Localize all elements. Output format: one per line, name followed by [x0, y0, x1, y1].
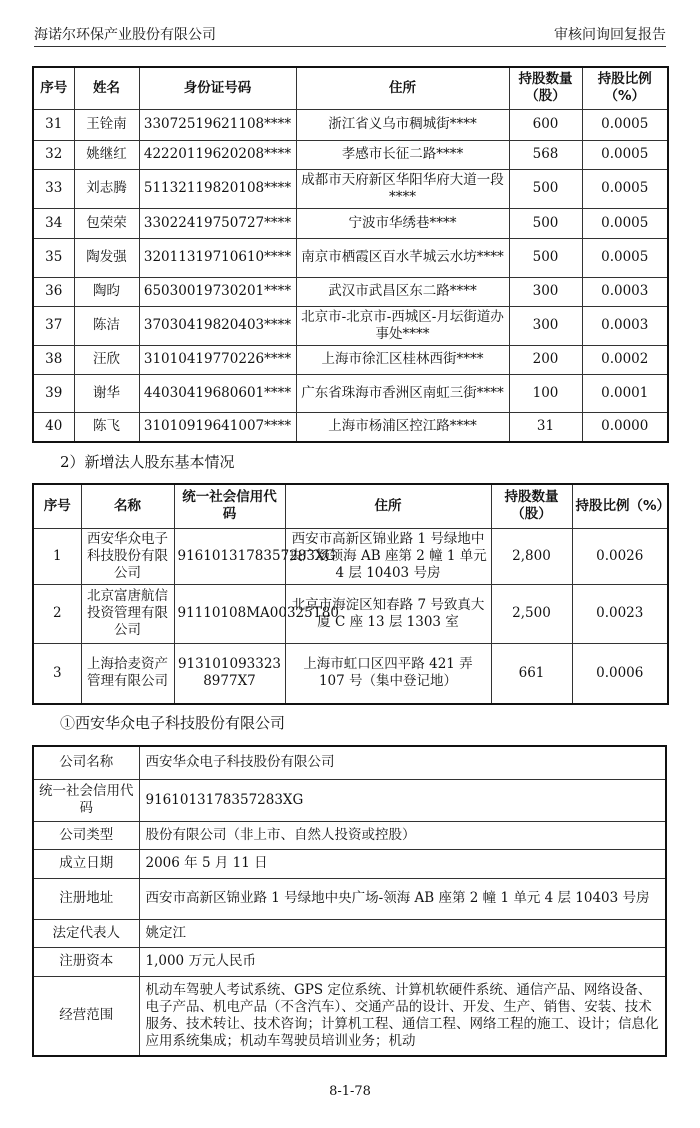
- table-cell: 568: [509, 140, 582, 169]
- table-cell: 31010419770226****: [139, 345, 296, 374]
- table-cell: 39: [33, 374, 74, 412]
- table-row: [33, 306, 668, 345]
- info-label: 经营范围: [33, 976, 139, 1056]
- table-cell: 刘志腾: [74, 169, 139, 208]
- info-label: 统一社会信用代码: [33, 779, 139, 821]
- info-row: [33, 849, 666, 878]
- table-cell: 0.0000: [582, 412, 668, 442]
- table-cell: 2: [33, 584, 81, 643]
- company-info-table: [32, 745, 667, 1057]
- table-row: [33, 528, 668, 584]
- table-cell: 600: [509, 109, 582, 140]
- info-value: 1,000 万元人民币: [139, 947, 666, 976]
- table-header-row: [33, 67, 668, 109]
- table-cell: 0.0005: [582, 208, 668, 238]
- page-header: [34, 24, 666, 47]
- table-row: [33, 374, 668, 412]
- table-row: [33, 643, 668, 704]
- table-cell: 西安市高新区锦业路 1 号绿地中央广场领海 AB 座第 2 幢 1 单元 4 层 10403 号房: [285, 528, 491, 584]
- column-header: 姓名: [74, 67, 139, 109]
- table-cell: 南京市栖霞区百水芊城云水坊****: [296, 238, 509, 277]
- table-cell: 65030019730201****: [139, 277, 296, 306]
- column-header: 持股比例（%）: [572, 484, 668, 528]
- column-header: 持股数量（股）: [509, 67, 582, 109]
- legal-shareholders-table: [32, 483, 669, 705]
- table-cell: 42220119620208****: [139, 140, 296, 169]
- table-cell: 0.0001: [582, 374, 668, 412]
- table-cell: 陶昀: [74, 277, 139, 306]
- info-row: [33, 746, 666, 779]
- table-cell: 100: [509, 374, 582, 412]
- table-cell: 32011319710610****: [139, 238, 296, 277]
- table-cell: 34: [33, 208, 74, 238]
- info-row: [33, 976, 666, 1056]
- table-cell: 31010919641007****: [139, 412, 296, 442]
- info-label: 注册地址: [33, 878, 139, 919]
- table-cell: 孝感市长征二路****: [296, 140, 509, 169]
- table-cell: 3: [33, 643, 81, 704]
- header-doc-title: 审核问询回复报告: [554, 27, 666, 43]
- table-cell: 宁波市华绣巷****: [296, 208, 509, 238]
- table-cell: 0.0005: [582, 169, 668, 208]
- table-cell: 0.0026: [572, 528, 668, 584]
- table-row: [33, 584, 668, 643]
- table-cell: 0.0023: [572, 584, 668, 643]
- table-cell: 姚继红: [74, 140, 139, 169]
- table-cell: 31: [509, 412, 582, 442]
- table-row: [33, 238, 668, 277]
- table-cell: 0.0005: [582, 109, 668, 140]
- column-header: 序号: [33, 67, 74, 109]
- table-cell: 北京市-北京市-西城区-月坛街道办事处****: [296, 306, 509, 345]
- table-cell: 33: [33, 169, 74, 208]
- table-cell: 武汉市武昌区东二路****: [296, 277, 509, 306]
- section-title-company: ①西安华众电子科技股份有限公司: [60, 714, 286, 732]
- table-cell: 上海市徐汇区桂林西街****: [296, 345, 509, 374]
- column-header: 住所: [285, 484, 491, 528]
- table-cell: 2,500: [491, 584, 572, 643]
- column-header: 名称: [81, 484, 174, 528]
- table-cell: 北京富唐航信投资管理有限公司: [81, 584, 174, 643]
- table-cell: 91110108MA00325T80: [174, 584, 285, 643]
- table-cell: 500: [509, 169, 582, 208]
- table-cell: 300: [509, 306, 582, 345]
- table-cell: 35: [33, 238, 74, 277]
- table-cell: 汪欣: [74, 345, 139, 374]
- header-company: 海诺尔环保产业股份有限公司: [34, 27, 216, 43]
- table-row: [33, 109, 668, 140]
- table-cell: 2,800: [491, 528, 572, 584]
- info-row: [33, 878, 666, 919]
- column-header: 住所: [296, 67, 509, 109]
- table-cell: 陈飞: [74, 412, 139, 442]
- column-header: 持股比例（%）: [582, 67, 668, 109]
- table-cell: 38: [33, 345, 74, 374]
- column-header: 序号: [33, 484, 81, 528]
- table-cell: 33072519621108****: [139, 109, 296, 140]
- table-cell: 500: [509, 208, 582, 238]
- table-cell: 包荣荣: [74, 208, 139, 238]
- info-row: [33, 947, 666, 976]
- table-cell: 36: [33, 277, 74, 306]
- table-cell: 陶发强: [74, 238, 139, 277]
- table-row: [33, 345, 668, 374]
- table-cell: 32: [33, 140, 74, 169]
- info-label: 成立日期: [33, 849, 139, 878]
- info-label: 法定代表人: [33, 919, 139, 947]
- table-row: [33, 277, 668, 306]
- table-cell: 西安华众电子科技股份有限公司: [81, 528, 174, 584]
- table-cell: 广东省珠海市香洲区南虹三街****: [296, 374, 509, 412]
- info-label: 公司类型: [33, 821, 139, 849]
- table-cell: 37: [33, 306, 74, 345]
- info-label: 公司名称: [33, 746, 139, 779]
- table-cell: 上海市杨浦区控江路****: [296, 412, 509, 442]
- table-cell: 上海拾麦资产管理有限公司: [81, 643, 174, 704]
- column-header: 持股数量（股）: [491, 484, 572, 528]
- table-cell: 200: [509, 345, 582, 374]
- table-cell: 上海市虹口区四平路 421 弄 107 号（集中登记地）: [285, 643, 491, 704]
- info-row: [33, 919, 666, 947]
- table-cell: 51132119820108****: [139, 169, 296, 208]
- table-cell: 300: [509, 277, 582, 306]
- table-cell: 31: [33, 109, 74, 140]
- table-cell: 33022419750727****: [139, 208, 296, 238]
- info-value: 西安市高新区锦业路 1 号绿地中央广场-领海 AB 座第 2 幢 1 单元 4 层 10403 号房: [139, 878, 666, 919]
- table-cell: 0.0002: [582, 345, 668, 374]
- table-cell: 0.0003: [582, 306, 668, 345]
- table-cell: 913101093323 8977X7: [174, 643, 285, 704]
- table-cell: 661: [491, 643, 572, 704]
- table-cell: 北京市海淀区知春路 7 号致真大厦 C 座 13 层 1303 室: [285, 584, 491, 643]
- table-cell: 0.0005: [582, 140, 668, 169]
- column-header: 统一社会信用代码: [174, 484, 285, 528]
- table-row: [33, 412, 668, 442]
- table-cell: 谢华: [74, 374, 139, 412]
- column-header: 身份证号码: [139, 67, 296, 109]
- info-value: 姚定江: [139, 919, 666, 947]
- individual-shareholders-table: [32, 66, 669, 443]
- table-cell: 陈洁: [74, 306, 139, 345]
- table-row: [33, 208, 668, 238]
- table-cell: 浙江省义乌市稠城街****: [296, 109, 509, 140]
- info-value: 2006 年 5 月 11 日: [139, 849, 666, 878]
- table-cell: 9161013178357283XG: [174, 528, 285, 584]
- info-row: [33, 821, 666, 849]
- info-value: 机动车驾驶人考试系统、GPS 定位系统、计算机软硬件系统、通信产品、网络设备、电子产品、机电产品（不含汽车）、交通产品的设计、开发、生产、销售、安装、技术服务、技术转让、技术咨询；计算机工程、通信工程、网络工程的施工、设计；信息化应用系统集成；机动车驾驶员培训业务；机动: [139, 976, 666, 1056]
- section-title-legal-shareholders: 2）新增法人股东基本情况: [60, 453, 235, 471]
- table-cell: 1: [33, 528, 81, 584]
- table-cell: 0.0003: [582, 277, 668, 306]
- table-row: [33, 169, 668, 208]
- page-number: 8-1-78: [329, 1084, 371, 1099]
- table-cell: 0.0006: [572, 643, 668, 704]
- info-value: 股份有限公司（非上市、自然人投资或控股）: [139, 821, 666, 849]
- info-label: 注册资本: [33, 947, 139, 976]
- table-cell: 0.0005: [582, 238, 668, 277]
- table-cell: 500: [509, 238, 582, 277]
- info-row: [33, 779, 666, 821]
- table-row: [33, 140, 668, 169]
- table-cell: 37030419820403****: [139, 306, 296, 345]
- table-cell: 成都市天府新区华阳华府大道一段****: [296, 169, 509, 208]
- table-cell: 44030419680601****: [139, 374, 296, 412]
- table-cell: 40: [33, 412, 74, 442]
- info-value: 9161013178357283XG: [139, 779, 666, 821]
- table-cell: 王铨南: [74, 109, 139, 140]
- info-value: 西安华众电子科技股份有限公司: [139, 746, 666, 779]
- table-header-row: [33, 484, 668, 528]
